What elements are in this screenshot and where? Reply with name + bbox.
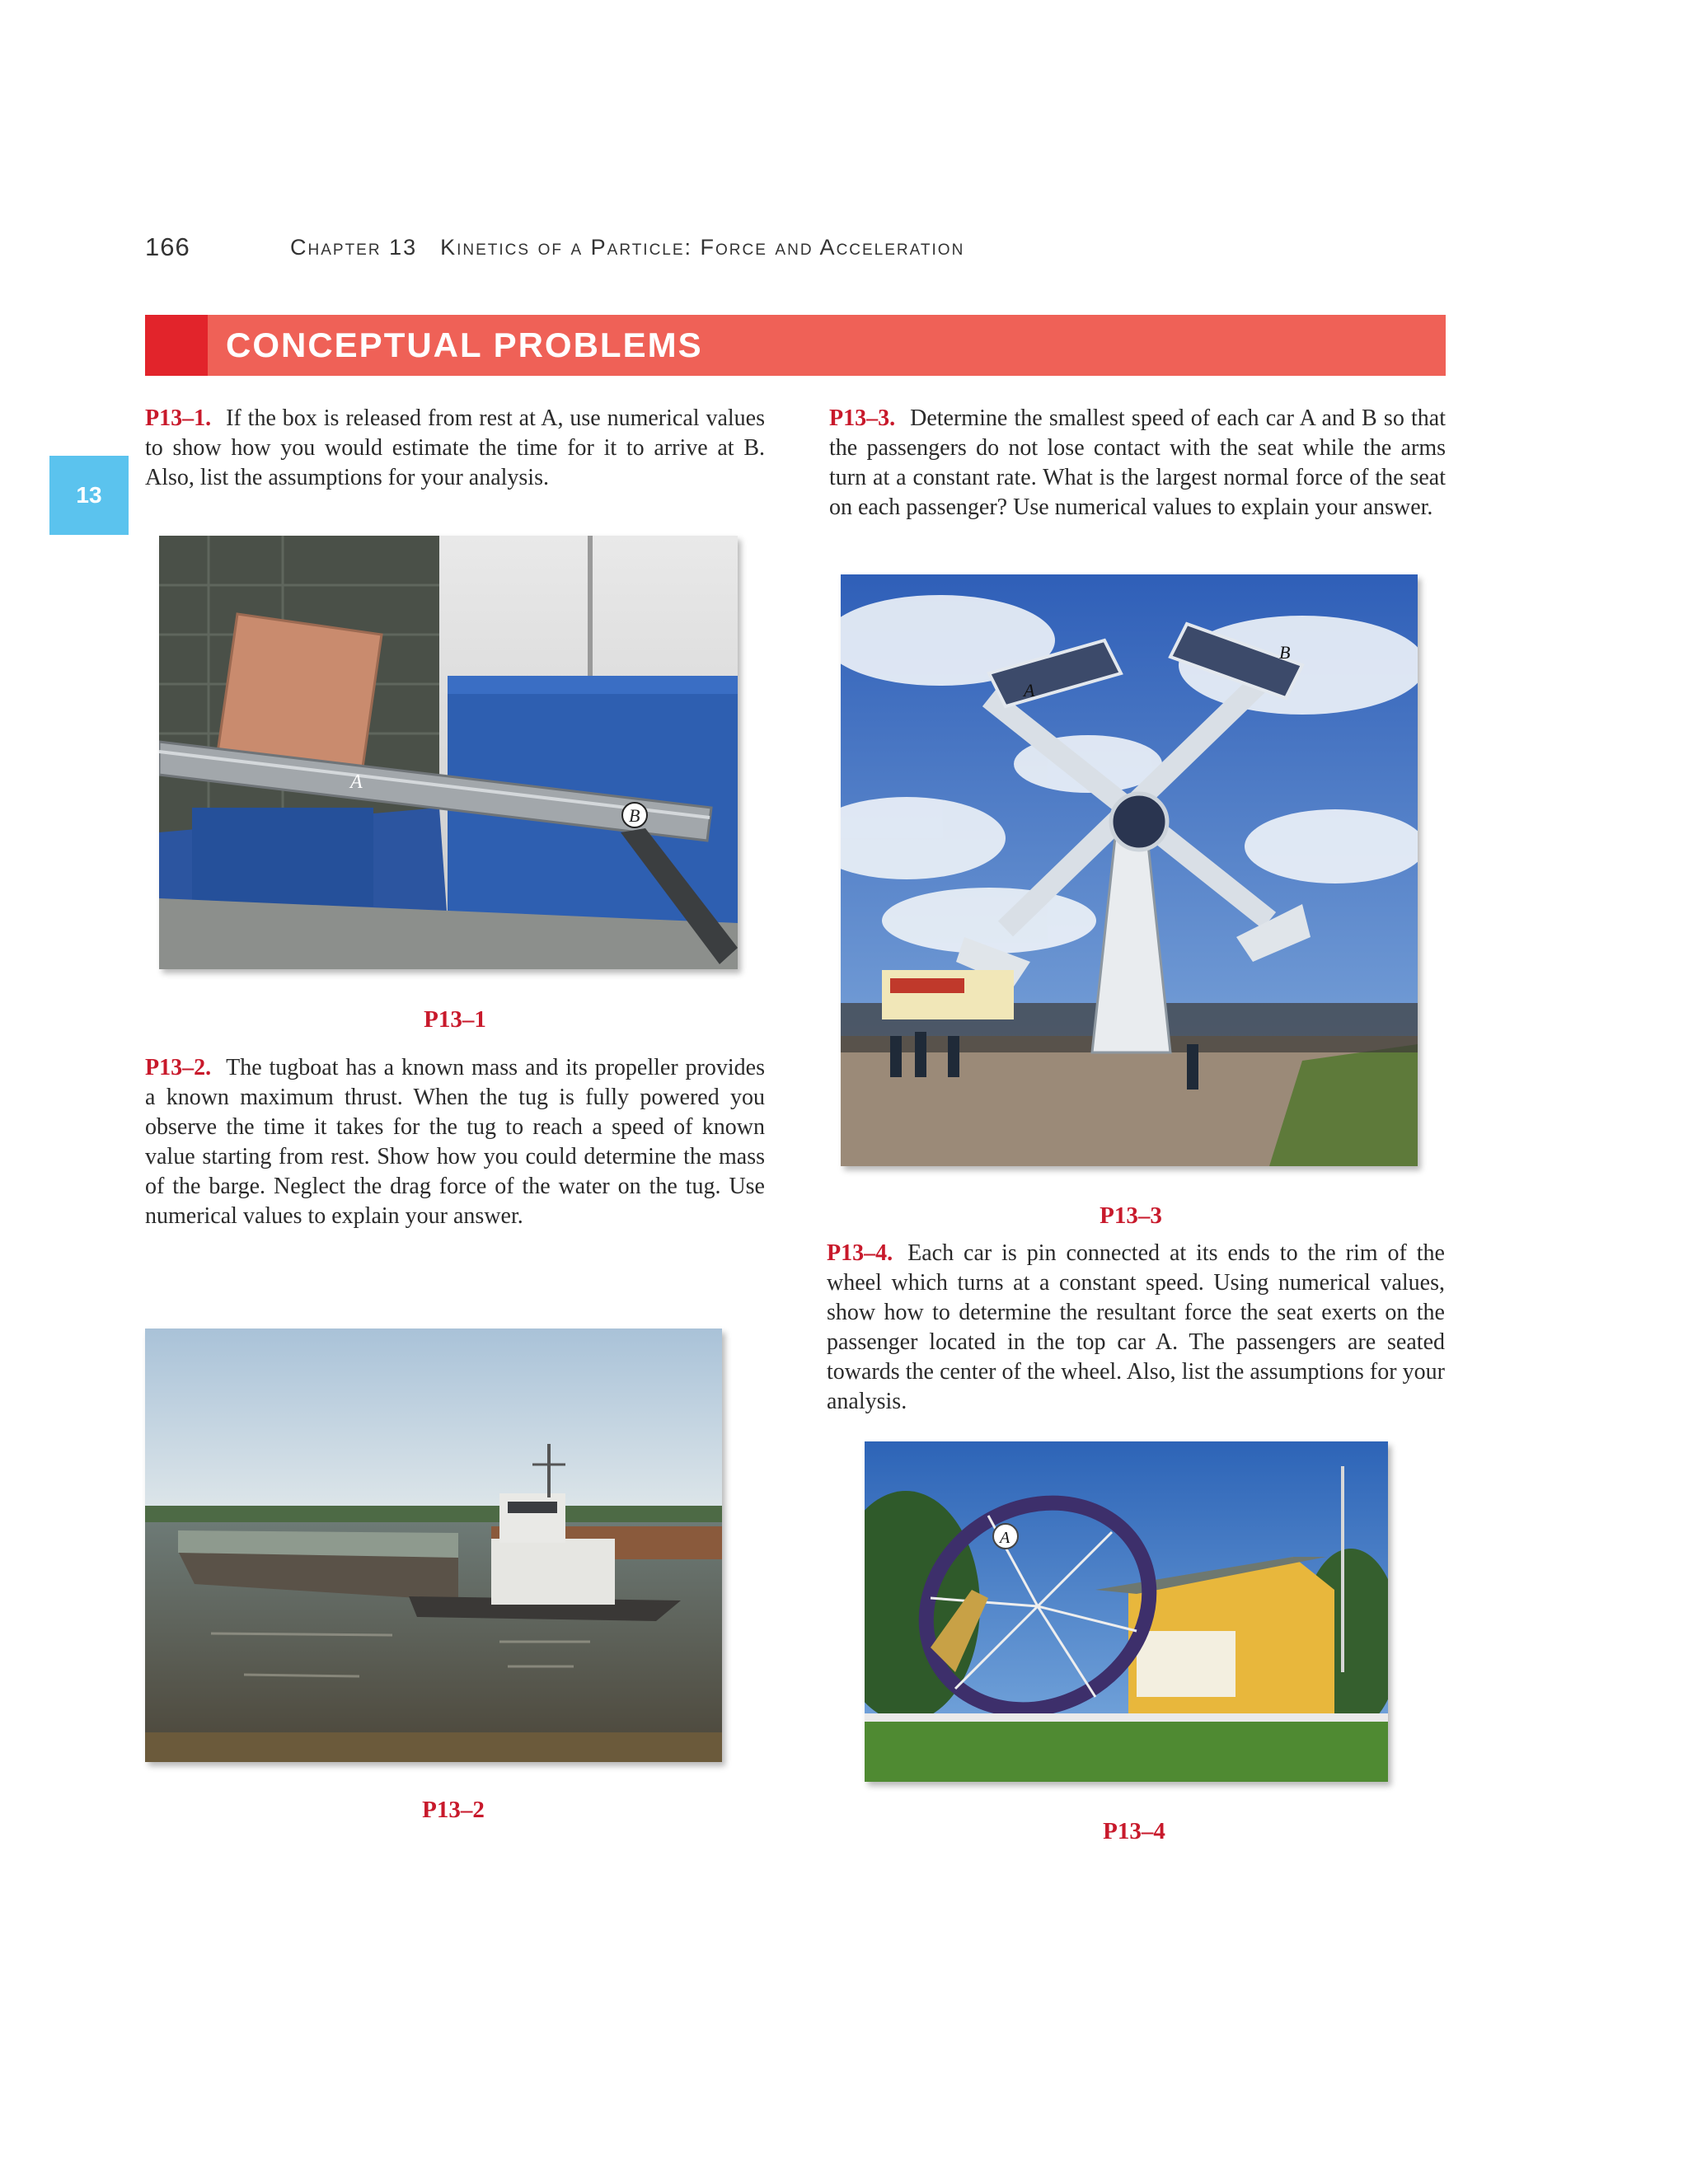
caption-p13-4: P13–4	[1103, 1818, 1165, 1844]
problem-number: P13–3.	[829, 405, 896, 431]
problem-text: The tugboat has a known mass and its propeller provides a known maximum thrust. When the tug is fully powered you observe the time it takes for the tug to reach a speed of known value starting from rest. Show how you could determine the mass of the barge. Neglect the drag force of the water on the tug. Use numerical values to explain your answer.	[145, 1055, 765, 1229]
problem-text: Each car is pin connected at its ends to the rim of the wheel which turns at a constant speed. Using numerical values, show how to determine the resultant force the seat exerts on the passenger located in the top car A. The passengers are seated towards the center of the wheel. Also, list the assumptions for your analysis.	[827, 1240, 1445, 1414]
caption-p13-1: P13–1	[424, 1006, 486, 1033]
problem-p13-2	[145, 1053, 765, 1231]
problem-text: Determine the smallest speed of each car A and B so that the passengers do not lose contact with the seat while the arms turn at a constant rate. What is the largest normal force of the seat on each passenger? Use numerical values to explain your answer.	[829, 405, 1446, 520]
caption-p13-3: P13–3	[1100, 1202, 1162, 1229]
problem-p13-3	[829, 404, 1446, 523]
photo-amusement-ride-arms	[841, 574, 1418, 1166]
running-head	[290, 235, 987, 260]
label-b: B	[629, 805, 640, 826]
chapter-tab: 13	[49, 456, 129, 535]
problem-text: If the box is released from rest at A, use numerical values to show how you would estimate the time for it to arrive at B. Also, list the assumptions for your analysis.	[145, 405, 765, 490]
chapter-title: Kinetics of a Particle: Force and Acceleration	[440, 235, 965, 260]
photo-box-on-ramp	[159, 536, 738, 969]
label-a: A	[1000, 1529, 1010, 1547]
photo-ferris-wheel	[865, 1441, 1388, 1782]
caption-p13-2: P13–2	[422, 1797, 485, 1823]
label-a: A	[1024, 680, 1035, 701]
problem-number: P13–4.	[827, 1240, 893, 1266]
chapter-label: Chapter 13	[290, 235, 418, 260]
page-number: 166	[145, 232, 190, 261]
photo-tugboat-barge	[145, 1329, 722, 1762]
problem-p13-4	[827, 1239, 1445, 1417]
problem-number: P13–1.	[145, 405, 212, 431]
banner-accent-block	[145, 315, 208, 376]
label-b: B	[1279, 642, 1291, 663]
problem-p13-1	[145, 404, 765, 493]
section-title: CONCEPTUAL PROBLEMS	[226, 326, 703, 364]
problem-number: P13–2.	[145, 1055, 212, 1080]
label-a: A	[350, 771, 363, 793]
